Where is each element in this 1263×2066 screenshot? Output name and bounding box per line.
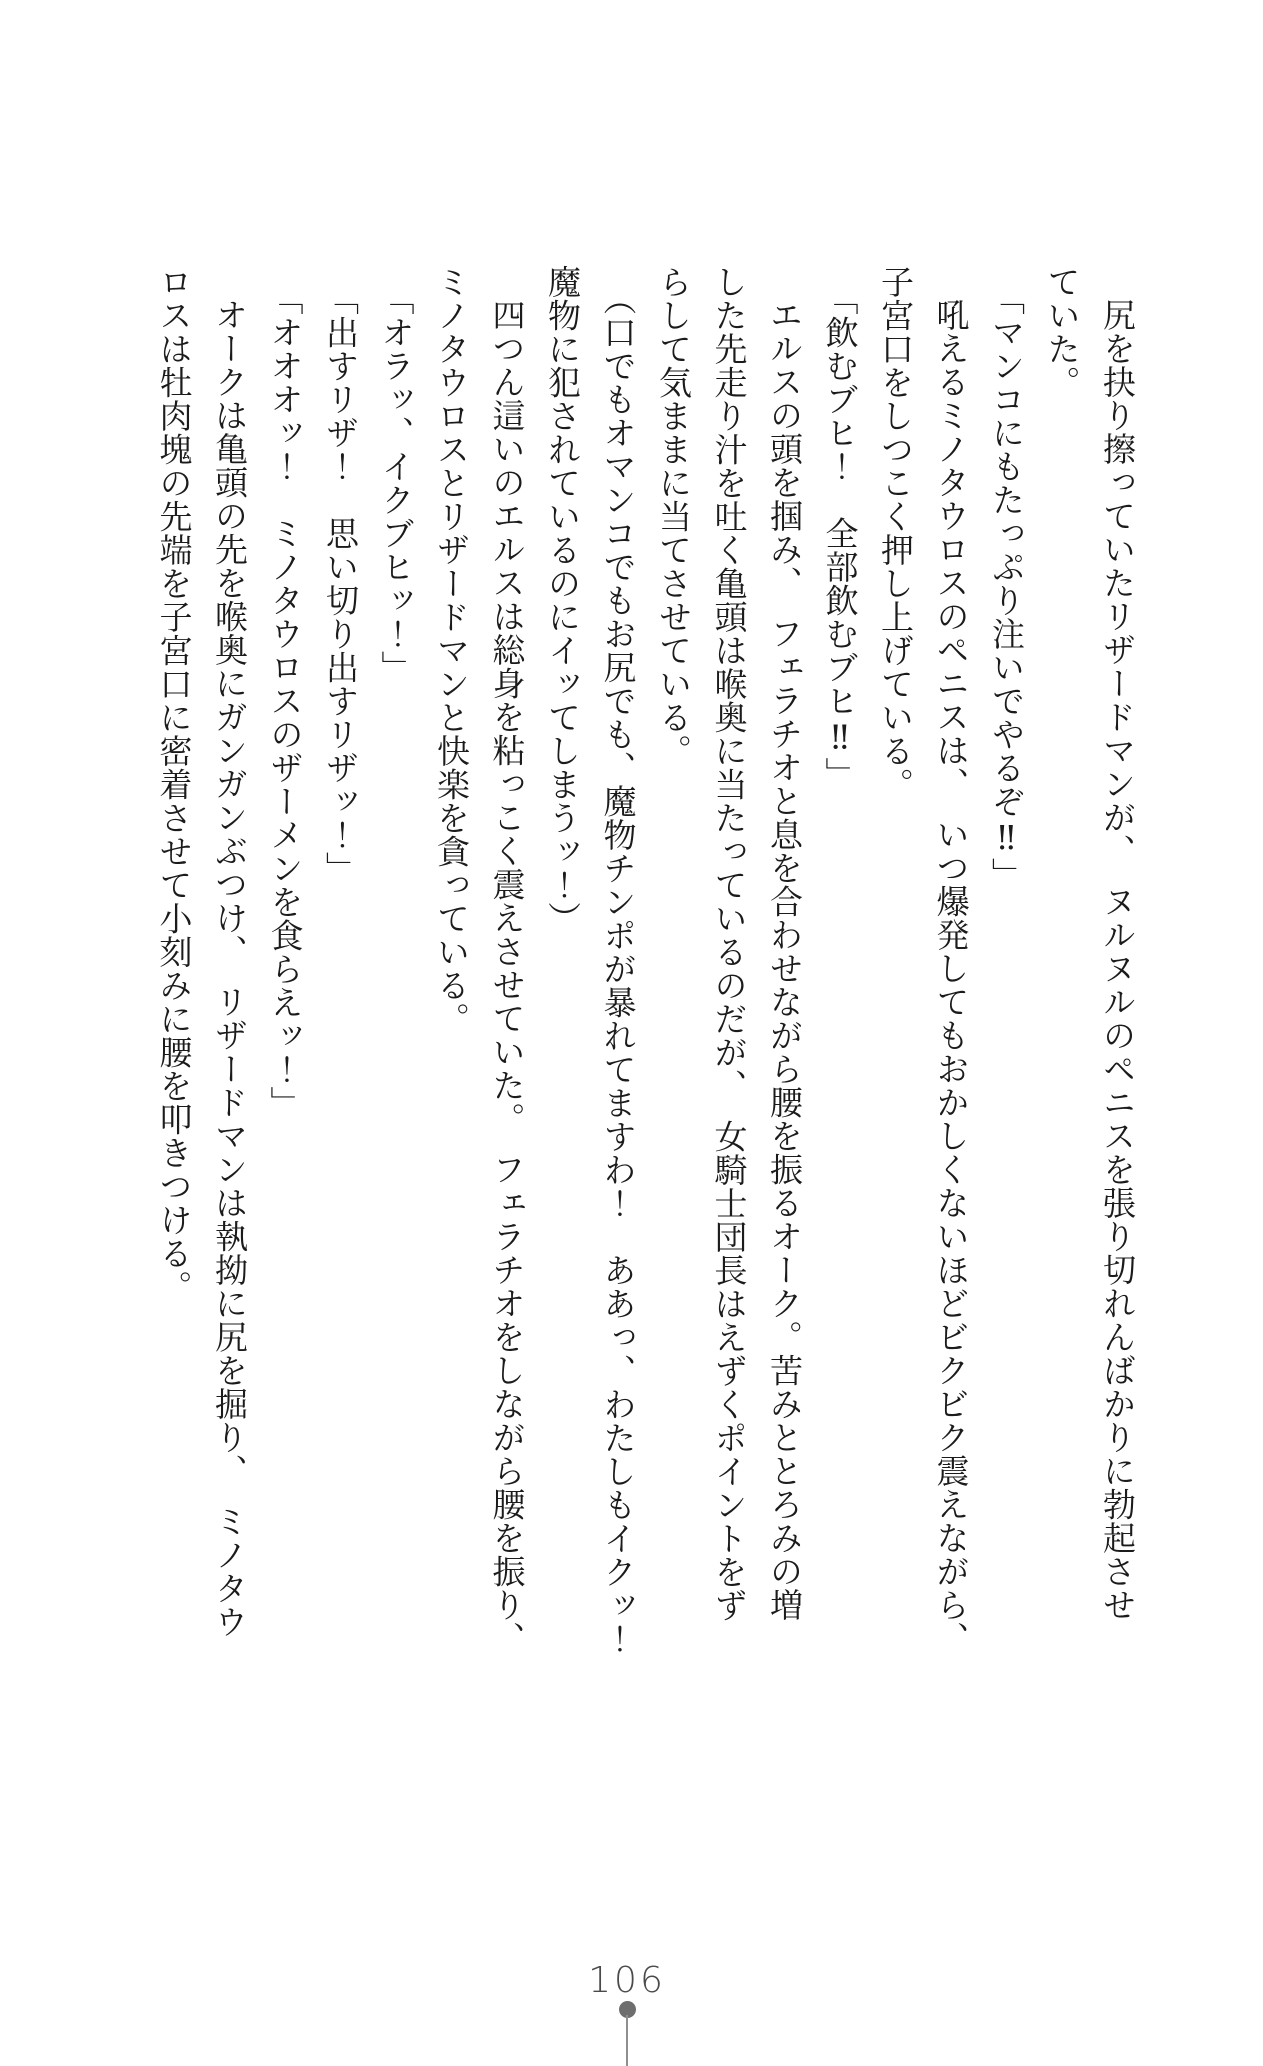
text-column: 子宮口をしつこく押し上げている。 [876, 265, 915, 801]
page-marker-line [626, 2015, 628, 2066]
text-column: オークは亀頭の先を喉奥にガンガンぶつけ、 リザードマンは執拗に尻を掘り、 ミノタウ [210, 298, 249, 1639]
text-column: 尻を抉り擦っていたリザードマンが、 ヌルヌルのペニスを張り切れんばかりに勃起させ [1098, 298, 1137, 1622]
text-column: （口でもオマンコでもお尻でも、魔物チンポが暴れてますわ！ ああっ、わたしもイクッ！ [598, 281, 638, 1655]
text-column: ミノタウロスとリザードマンと快楽を貪っている。 [432, 265, 471, 1036]
text-column: 「飲むブヒ！ 全部飲むブヒ‼」 [820, 281, 860, 790]
text-column: 「オオオッ！ ミノタウロスのザーメンを食らえッ！」 [265, 281, 305, 1119]
text-column: 吼えるミノタウロスのペニスは、 いつ爆発してもおかしくないほどビクビク震えながら、 [931, 298, 971, 1655]
text-column: らして気ままに当てさせている。 [654, 265, 693, 768]
text-column: 「マンコにもたっぷり注いでやるぞ‼」 [987, 281, 1026, 891]
text-column: エルスの頭を掴み、 フェラチオと息を合わせながら腰を振るオーク。苦みととろみの増 [765, 298, 804, 1622]
text-column: した先走り汁を吐く亀頭は喉奥に当たっているのだが、 女騎士団長はえずくポイントをず [709, 265, 749, 1622]
text-column: ロスは牡肉塊の先端を子宮口に密着させて小刻みに腰を叩きつける。 [154, 265, 194, 1304]
text-column: 四つん這いのエルスは総身を粘っこく震えさせていた。 フェラチオをしながら腰を振り、 [487, 298, 527, 1655]
page-number: 106 [588, 1960, 666, 2001]
text-column: 「出すリザ！ 思い切り出すリザッ！」 [321, 281, 360, 885]
text-column: 魔物に犯されているのにイッてしまうッ！） [543, 265, 582, 935]
text-column: ていた。 [1042, 265, 1082, 399]
text-block [146, 265, 1145, 1685]
text-column: 「オラッ、イクブヒッ！」 [376, 281, 416, 684]
